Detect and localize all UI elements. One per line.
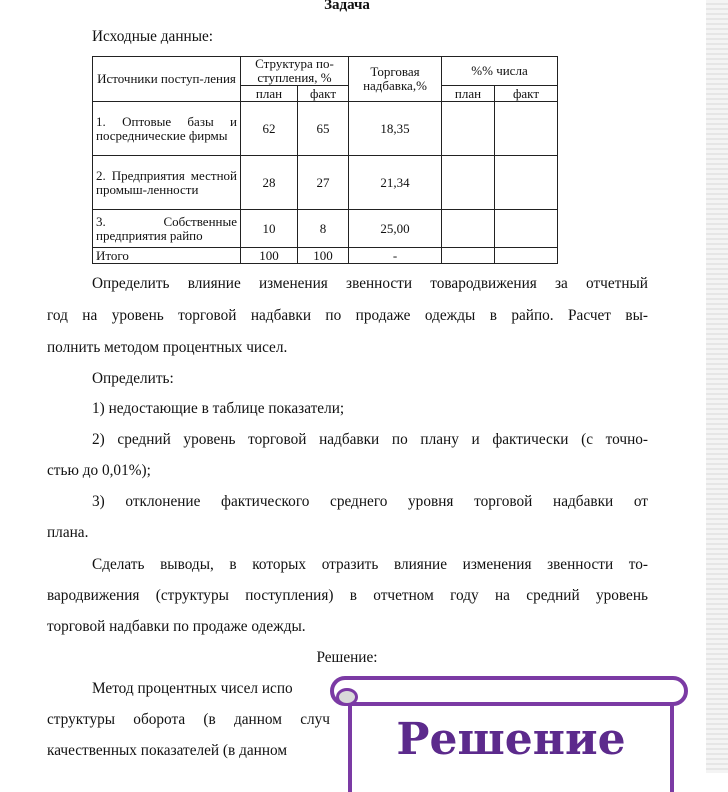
task-item-3-cont: плана. (47, 524, 89, 541)
row-pct-fact (495, 156, 558, 210)
row-pct-plan (442, 156, 495, 210)
solution-line: качественных показателей (в данном (47, 742, 288, 759)
conclusion-line: торговой надбавки по продаже одежды. (47, 618, 306, 635)
row-markup: 18,35 (349, 102, 442, 156)
conclusion-line: вародвижения (структуры поступления) в отчетном году на средний уровень (47, 587, 648, 604)
row-source: 1. Оптовые базы и посреднические фирмы (93, 102, 241, 156)
source-table (92, 56, 558, 264)
conclusion-line: Сделать выводы, в которых отразить влияние изменения звенности то- (92, 556, 648, 573)
total-pct-fact (495, 248, 558, 264)
header-pct-plan: план (442, 86, 495, 102)
header-structure-plan: план (241, 86, 298, 102)
table-total-row (93, 248, 558, 264)
row-markup: 21,34 (349, 156, 442, 210)
scroll-body (348, 702, 674, 792)
task-paragraph-line: Определить влияние изменения звенности товародвижения за отчетный (92, 275, 648, 292)
total-fact: 100 (298, 248, 349, 264)
task-paragraph-line: год на уровень торговой надбавки по продаже одежды в райпо. Расчет вы- (47, 307, 648, 324)
header-source: Источники поступ-ления (93, 57, 241, 102)
total-markup: - (349, 248, 442, 264)
scroll-top-roll (330, 676, 688, 706)
row-pct-fact (495, 102, 558, 156)
total-label: Итого (93, 248, 241, 264)
task-item-2-cont: стью до 0,01%); (47, 462, 151, 479)
row-source: 2. Предприятия местной промыш-ленности (93, 156, 241, 210)
scroll-curl-icon (336, 688, 358, 706)
solution-heading: Решение: (316, 649, 378, 666)
row-fact: 27 (298, 156, 349, 210)
row-pct-fact (495, 210, 558, 248)
header-structure-fact: факт (298, 86, 349, 102)
determine-label: Определить: (92, 370, 174, 387)
solution-line: структуры оборота (в данном случ (47, 711, 330, 728)
task-item-1: 1) недостающие в таблице показатели; (92, 400, 345, 417)
task-item-2: 2) средний уровень торговой надбавки по плану и фактически (с точно- (92, 431, 648, 448)
task-paragraph-line: полнить методом процентных чисел. (47, 339, 288, 356)
table-row (93, 156, 558, 210)
header-percent-numbers: %% числа (442, 57, 558, 86)
solution-banner[interactable] (330, 676, 692, 786)
row-plan: 62 (241, 102, 298, 156)
total-pct-plan (442, 248, 495, 264)
row-markup: 25,00 (349, 210, 442, 248)
row-plan: 28 (241, 156, 298, 210)
row-fact: 65 (298, 102, 349, 156)
page-edge (706, 0, 728, 773)
table-row (93, 210, 558, 248)
header-markup: Торговая надбавка,% (349, 57, 442, 102)
banner-label: Решение (396, 714, 626, 765)
intro-label: Исходные данные: (92, 28, 214, 45)
row-pct-plan (442, 210, 495, 248)
task-item-3: 3) отклонение фактического среднего уровня торговой надбавки от (92, 493, 648, 510)
table-row (93, 102, 558, 156)
row-fact: 8 (298, 210, 349, 248)
total-plan: 100 (241, 248, 298, 264)
row-plan: 10 (241, 210, 298, 248)
row-source: 3. Собственные предприятия райпо (93, 210, 241, 248)
solution-line: Метод процентных чисел испо (92, 680, 293, 697)
header-structure: Структура по-ступления, % (241, 57, 349, 86)
header-pct-fact: факт (495, 86, 558, 102)
row-pct-plan (442, 102, 495, 156)
page-title: Задача (324, 0, 370, 13)
